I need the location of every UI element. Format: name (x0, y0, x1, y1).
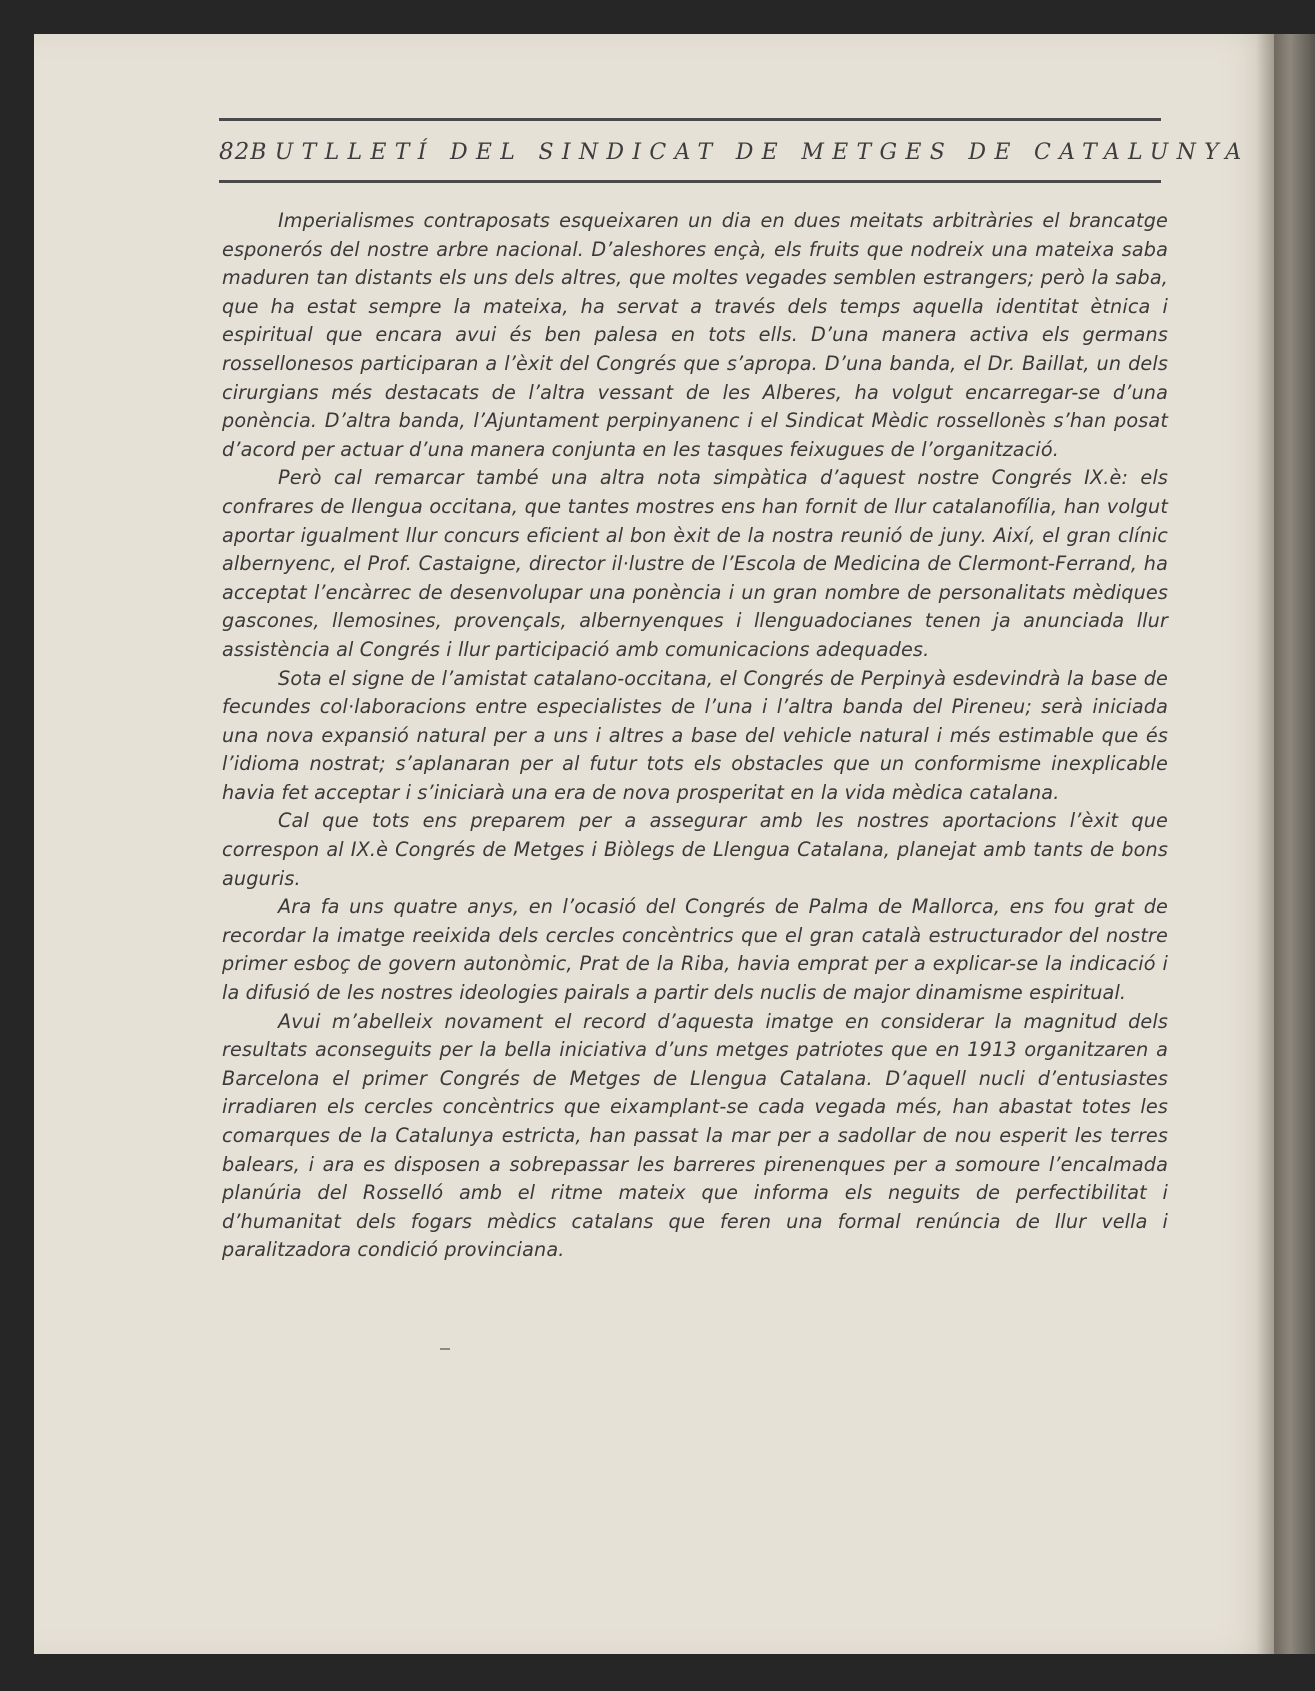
header-row (219, 134, 1250, 170)
article-body (222, 207, 1168, 1265)
paragraph: Ara fa uns quatre anys, en l’ocasió del Congrés de Palma de Mallorca, ens fou grat de recordar la imatge reeixida dels cercles concèntrics que el gran català estructurador del nostre primer esboç de govern autonòmic, Prat de la Riba, havia emprat per a explicar-se la indicació i la difusió de les nostres ideologies pairals a partir dels nuclis de major dinamisme espiritual. (222, 895, 1168, 1005)
binding-edge (1274, 34, 1315, 1654)
running-title: BUTLLETÍ DEL SINDICAT DE METGES DE CATALUNYA (250, 139, 1250, 165)
spine-shadow (1256, 34, 1274, 1654)
stray-mark (440, 1348, 450, 1350)
paragraph: Avui m’abelleix novament el record d’aquesta imatge en considerar la magnitud dels resultats aconseguits per la bella iniciativa d’uns metges patriotes que en 1913 organitzaren a Barcelona el primer Congrés de Metges de Llengua Catalana. D’aquell nucli d’entusiastes irradiaren els cercles concèntrics que eixamplant-se cada vegada més, han abastat totes les comarques de la Catalunya estricta, han passat la mar per a sadollar de nou esperit les terres balears, i ara es disposen a sobrepassar les barreres pirenenques per a somoure l’encalmada planúria del Rosselló amb el ritme mateix que informa els neguits de perfectibilitat i d’humanitat dels fogars mèdics catalans que feren una formal renúncia de llur vella i paralitzadora condició provinciana. (222, 1009, 1168, 1262)
page-number: 82 (219, 139, 251, 165)
paragraph: Sota el signe de l’amistat catalano-occitana, el Congrés de Perpinyà esdevindrà la base de fecundes col·laboracions entre especialistes de l’una i l’altra banda del Pireneu; serà iniciada una nova expansió natural per a uns i altres a base del vehicle natural i més estimable que és l’idioma nostrat; s’aplanaran per al futur tots els obstacles que un conformisme inexplicable havia fet acceptar i s’iniciarà una era de nova prosperitat en la vida mèdica catalana. (222, 666, 1168, 804)
header-rule-bottom (219, 180, 1161, 183)
paragraph: Cal que tots ens preparem per a assegurar amb les nostres aportacions l’èxit que correspon al IX.è Congrés de Metges i Biòlegs de Llengua Catalana, planejat amb tants de bons auguris. (222, 809, 1168, 890)
page-header (219, 118, 1250, 186)
paragraph: Imperialismes contraposats esqueixaren un dia en dues meitats arbitràries el brancatge esponerós del nostre arbre nacional. D’aleshores ençà, els fruits que nodreix una mateixa saba maduren tan distants els uns dels altres, que moltes vegades semblen estrangers; però la saba, que ha estat sempre la mateixa, ha servat a través dels temps aquella identitat ètnica i espiritual que encara avui és ben palesa en tots ells. D’una manera activa els germans rossellonesos participaran a l’èxit del Congrés que s’apropa. D’una banda, el Dr. Baillat, un dels cirurgians més destacats de l’altra vessant de les Alberes, ha volgut encarregar-se d’una ponència. D’altra banda, l’Ajuntament perpinyanenc i el Sindicat Mèdic rossellonès s’han posat d’acord per actuar d’una manera conjunta en les tasques feixugues de l’organització. (222, 209, 1168, 461)
header-rule-top (219, 118, 1161, 121)
paragraph: Però cal remarcar també una altra nota simpàtica d’aquest nostre Congrés IX.è: els confrares de llengua occitana, que tantes mostres ens han fornit de llur catalanofília, han volgut aportar igualment llur concurs eficient al bon èxit de la nostra reunió de juny. Així, el gran clínic albernyenc, el Prof. Castaigne, director il·lustre de l’Escola de Medicina de Clermont-Ferrand, ha acceptat l’encàrrec de desenvolupar una ponència i un gran nombre de personalitats mèdiques gascones, llemosines, provençals, albernyenques i llenguadocianes tenen ja anunciada llur assistència al Congrés i llur participació amb comunicacions adequades. (222, 466, 1168, 661)
